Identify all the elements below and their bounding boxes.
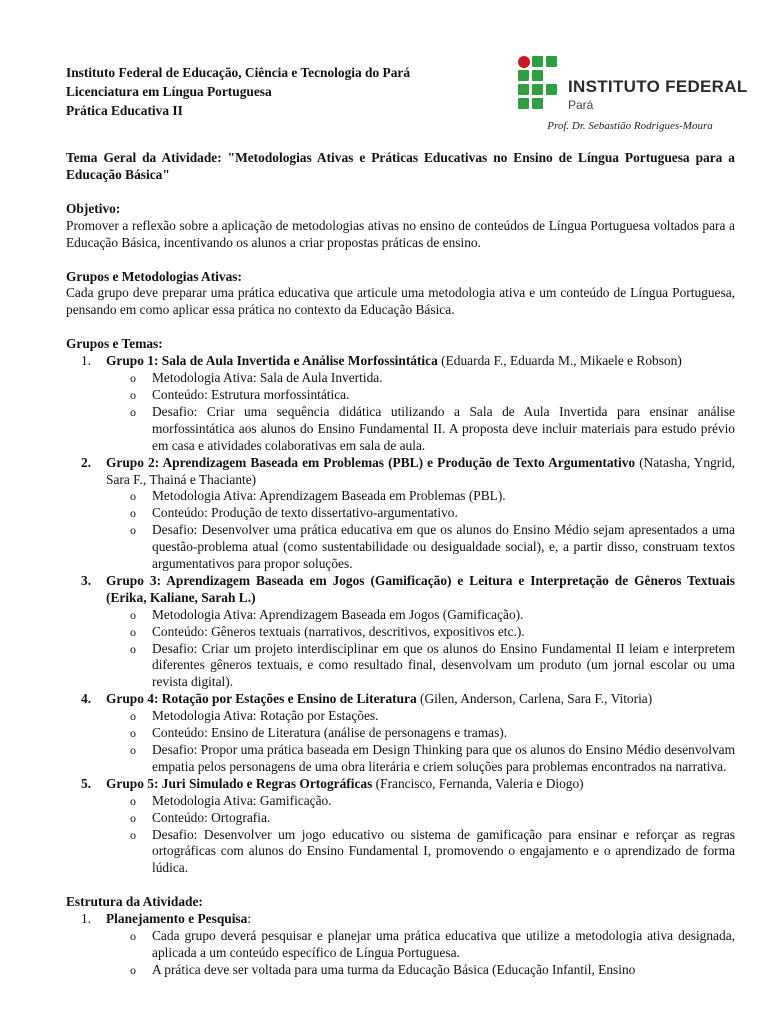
group-details [106,370,735,455]
group-number: 2. [81,454,92,470]
group-number: 3. [81,572,92,588]
list-item: o Metodologia Ativa: Gamificação. [106,793,735,810]
group-number: 4. [81,691,92,707]
group-title: Grupo 2: Aprendizagem Baseada em Problemas (PBL) e Produção de Texto Argumentativo [106,454,636,470]
list-item: o Conteúdo: Gêneros textuais (narrativos, descritivos, expositivos etc.). [106,624,735,641]
groups-list [66,353,735,877]
discipline-name: Prática Educativa II [66,103,183,118]
group-members: (Francisco, Fernanda, Valeria e Diogo) [372,775,584,791]
group-details [106,488,735,573]
group-members: (Gilen, Anderson, Carlena, Sara F., Vitoria) [416,691,653,707]
document-body [66,150,735,979]
list-item: o Desafio: Desenvolver uma prática educativa em que os alunos do Ensino Médio sejam apresentados a uma questão-problema atual (como sustentabilidade ou desigualdade social), e, a partir disso, construam textos argumentativos para propor soluções. [106,522,735,573]
logo-mark-icon [518,56,558,108]
group-item [66,353,735,454]
list-item: o A prática deve ser voltada para uma turma da Educação Básica (Educação Infantil, Ensino [106,962,735,979]
institute-logo [516,52,746,132]
group-details [106,793,735,878]
step-details [106,928,735,979]
group-members: (Natasha, Yngrid, Sara F., Thainá e Thaciante) [106,454,735,487]
list-item: o Desafio: Criar uma sequência didática utilizando a Sala de Aula Invertida para ensinar análise morfossintática aos alunos do Ensino Fundamental II. A proposta deve incluir materiais para estudo prévio em casa e atividades colaborativas em sala de aula. [106,404,735,455]
list-item: o Conteúdo: Produção de texto dissertativo-argumentativo. [106,505,735,522]
groups-methods-heading: Grupos e Metodologias Ativas: [66,268,242,284]
logo-title: INSTITUTO FEDERAL [568,77,748,96]
group-title: Grupo 5: Juri Simulado e Regras Ortográficas [106,775,373,791]
professor-name: Prof. Dr. Sebastião Rodrigues-Moura [547,120,713,132]
list-item: o Metodologia Ativa: Sala de Aula Invertida. [106,370,735,387]
group-item [66,455,735,573]
group-number: 1. [81,353,92,369]
institution-header [66,63,496,120]
group-title: Grupo 4: Rotação por Estações e Ensino de Literatura [106,691,417,707]
activity-theme: Tema Geral da Atividade: "Metodologias Ativas e Práticas Educativas no Ensino de Língua Portuguesa para a Educação Básica" [66,150,735,182]
course-name: Licenciatura em Língua Portuguesa [66,84,272,99]
group-title: Grupo 3: Aprendizagem Baseada em Jogos (Gamificação) e Leitura e Interpretação de Gêneros Textuais (Erika, Kaliane, Sarah L.) [106,572,735,605]
structure-list [66,911,735,979]
list-item: o Desafio: Criar um projeto interdisciplinar em que os alunos do Ensino Fundamental II leiam e interpretem diferentes gêneros textuais, e como resultado final, desenvolvam um produto (um jornal escolar ou uma revista digital). [106,641,735,692]
group-item [66,776,735,877]
step-number: 1. [81,911,92,927]
group-item [66,691,735,776]
institution-name: Instituto Federal de Educação, Ciência e Tecnologia do Pará [66,65,411,80]
objective-heading: Objetivo: [66,200,121,216]
group-details [106,708,735,776]
groups-methods-text: Cada grupo deve preparar uma prática educativa que articule uma metodologia ativa e um conteúdo de Língua Portuguesa, pensando em como aplicar essa prática no contexto da Educação Básica. [66,285,735,318]
structure-heading: Estrutura da Atividade: [66,894,203,910]
structure-step [66,911,735,979]
objective-text: Promover a reflexão sobre a aplicação de metodologias ativas no ensino de conteúdos de Língua Portuguesa voltados para a Educação Básica, incentivando os alunos a criar propostas práticas de ensino. [66,217,735,250]
list-item: o Conteúdo: Estrutura morfossintática. [106,387,735,404]
group-number: 5. [81,775,92,791]
step-suffix: : [247,911,252,927]
step-title: Planejamento e Pesquisa [106,911,248,927]
list-item: o Metodologia Ativa: Rotação por Estações. [106,708,735,725]
group-details [106,607,735,692]
list-item: o Desafio: Desenvolver um jogo educativo ou sistema de gamificação para ensinar e reforçar as regras ortográficas com alunos do Ensino Fundamental I, promovendo o engajamento e o aprendizado de forma lúdica. [106,827,735,878]
logo-subtitle: Pará [568,98,594,112]
group-item [66,573,735,691]
list-item: o Metodologia Ativa: Aprendizagem Baseada em Jogos (Gamificação). [106,607,735,624]
group-title: Grupo 1: Sala de Aula Invertida e Análise Morfossintática [106,353,438,369]
list-item: o Metodologia Ativa: Aprendizagem Baseada em Problemas (PBL). [106,488,735,505]
list-item: o Conteúdo: Ortografia. [106,810,735,827]
groups-themes-heading: Grupos e Temas: [66,336,163,352]
list-item: o Desafio: Propor uma prática baseada em Design Thinking para que os alunos do Ensino Médio desenvolvam empatia pelos personagens de uma obra literária e criem soluções para problemas encontrados na narrativa. [106,742,735,776]
group-members: (Eduarda F., Eduarda M., Mikaele e Robson) [437,353,682,369]
list-item: o Conteúdo: Ensino de Literatura (análise de personagens e tramas). [106,725,735,742]
list-item: o Cada grupo deverá pesquisar e planejar uma prática educativa que utilize a metodologia ativa designada, aplicada a um conteúdo específico de Língua Portuguesa. [106,928,735,962]
